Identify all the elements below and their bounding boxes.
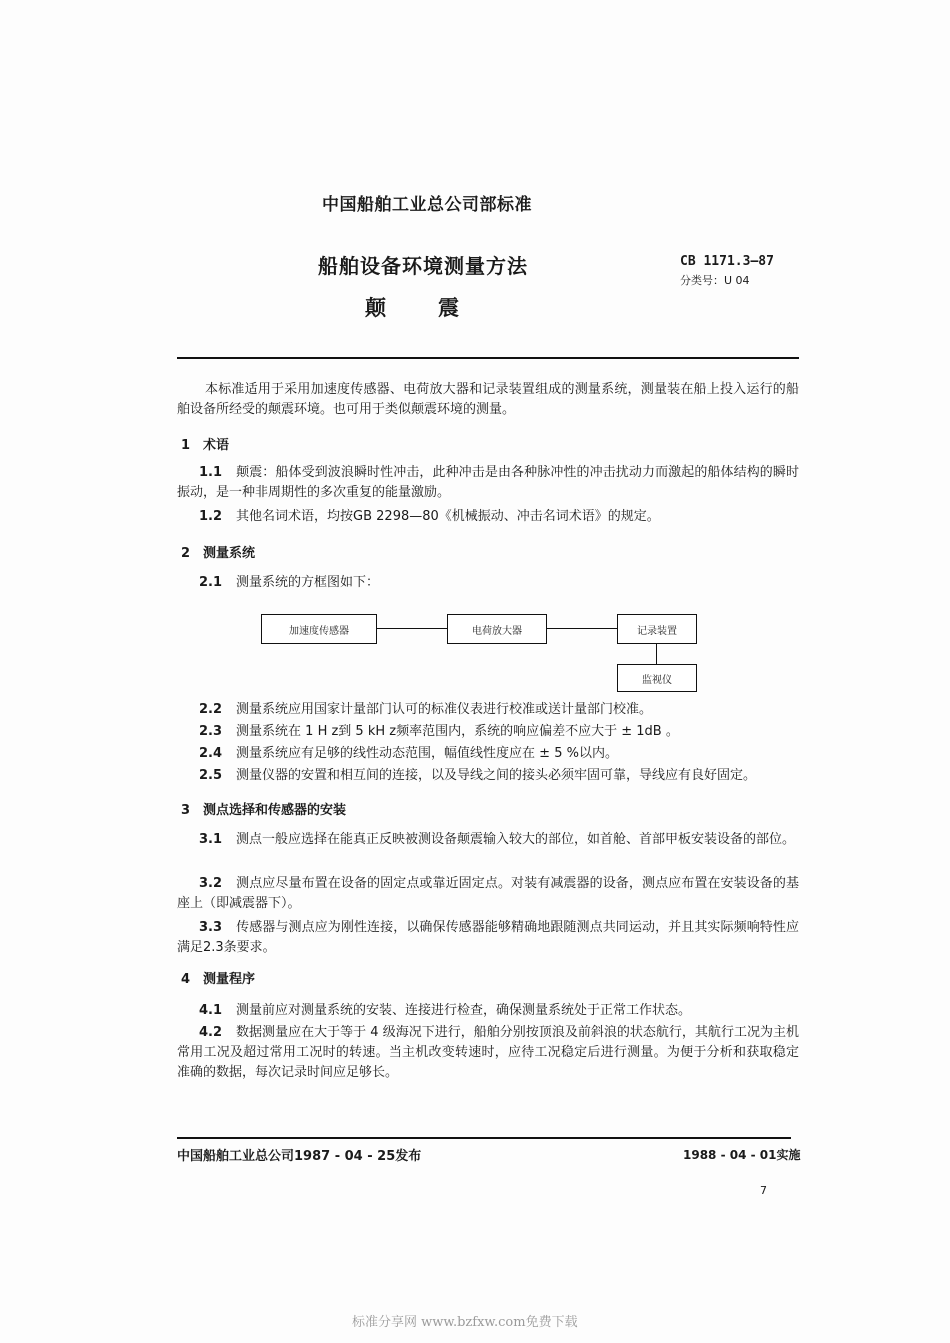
- classification-number: 分类号：U 04: [680, 274, 750, 287]
- section-1-heading: 1 术语: [181, 438, 230, 453]
- diagram-box-accelerometer: 加速度传感器: [261, 614, 377, 644]
- section-3-heading: 3 测点选择和传感器的安装: [181, 803, 347, 818]
- standard-code: CB 1171.3—87: [680, 254, 774, 269]
- item-3-3: 3.3 传感器与测点应为刚性连接，以确保传感器能够精确地跟随测点共同运动，并且其实际频响特性应满足2.3条要求。: [177, 920, 799, 955]
- header-divider: [177, 357, 799, 359]
- page-number: 7: [760, 1184, 767, 1197]
- item-4-1: 4.1 测量前应对测量系统的安装、连接进行检查，确保测量系统处于正常工作状态。: [199, 1003, 692, 1018]
- intro-paragraph: 本标准适用于采用加速度传感器、电荷放大器和记录装置组成的测量系统，测量装在船上投入运行的船舶设备所经受的颠震环境。也可用于类似颠震环境的测量。: [177, 382, 799, 417]
- diagram-connector: [656, 644, 657, 664]
- item-2-5: 2.5 测量仪器的安置和相互间的连接，以及导线之间的接头必须牢固可靠，导线应有良好固定。: [199, 768, 757, 783]
- issuing-organization: 中国船舶工业总公司部标准: [322, 195, 532, 215]
- document-subtitle: 颠 震: [365, 296, 459, 320]
- item-3-2: 3.2 测点应尽量布置在设备的固定点或靠近固定点。对装有减震器的设备，测点应布置在安装设备的基座上（即减震器下）。: [177, 876, 799, 911]
- item-2-2: 2.2 测量系统应用国家计量部门认可的标准仪表进行校准或送计量部门校准。: [199, 702, 653, 717]
- issue-date: 中国船舶工业总公司1987 - 04 - 25发布: [177, 1149, 422, 1164]
- diagram-box-recorder: 记录装置: [617, 614, 697, 644]
- watermark: 标准分享网 www.bzfxw.com免费下载: [352, 1315, 578, 1330]
- section-4-heading: 4 测量程序: [181, 972, 256, 987]
- diagram-box-charge-amplifier: 电荷放大器: [447, 614, 547, 644]
- diagram-connector: [377, 628, 447, 629]
- section-2-heading: 2 测量系统: [181, 546, 256, 561]
- item-2-3: 2.3 测量系统在 1 H z到 5 kH z频率范围内，系统的响应偏差不应大于 ± 1dB 。: [199, 724, 679, 739]
- item-2-1: 2.1 测量系统的方框图如下：: [199, 575, 380, 590]
- item-3-1: 3.1 测点一般应选择在能真正反映被测设备颠震输入较大的部位，如首舱、首部甲板安装设备的部位。: [199, 832, 796, 847]
- item-1-2: 1.2 其他名词术语，均按GB 2298—80《机械振动、冲击名词术语》的规定。: [199, 509, 660, 524]
- document-title: 船舶设备环境测量方法: [318, 254, 528, 278]
- item-4-2: 4.2 数据测量应在大于等于 4 级海况下进行，船舶分别按顶浪及前斜浪的状态航行，其航行工况为主机常用工况及超过常用工况时的转速。当主机改变转速时，应待工况稳定后进行测量。为便于分析和获取稳定准确的数据，每次记录时间应足够长。: [177, 1025, 799, 1080]
- item-1-1: 1.1 颠震：船体受到波浪瞬时性冲击，此种冲击是由各种脉冲性的冲击扰动力而激起的船体结构的瞬时振动，是一种非周期性的多次重复的能量激励。: [177, 465, 799, 500]
- effective-date: 1988 - 04 - 01实施: [683, 1148, 801, 1162]
- diagram-connector: [547, 628, 617, 629]
- item-2-4: 2.4 测量系统应有足够的线性动态范围，幅值线性度应在 ± 5 %以内。: [199, 746, 618, 761]
- diagram-box-monitor: 监视仪: [617, 664, 697, 692]
- footer-divider: [177, 1137, 791, 1139]
